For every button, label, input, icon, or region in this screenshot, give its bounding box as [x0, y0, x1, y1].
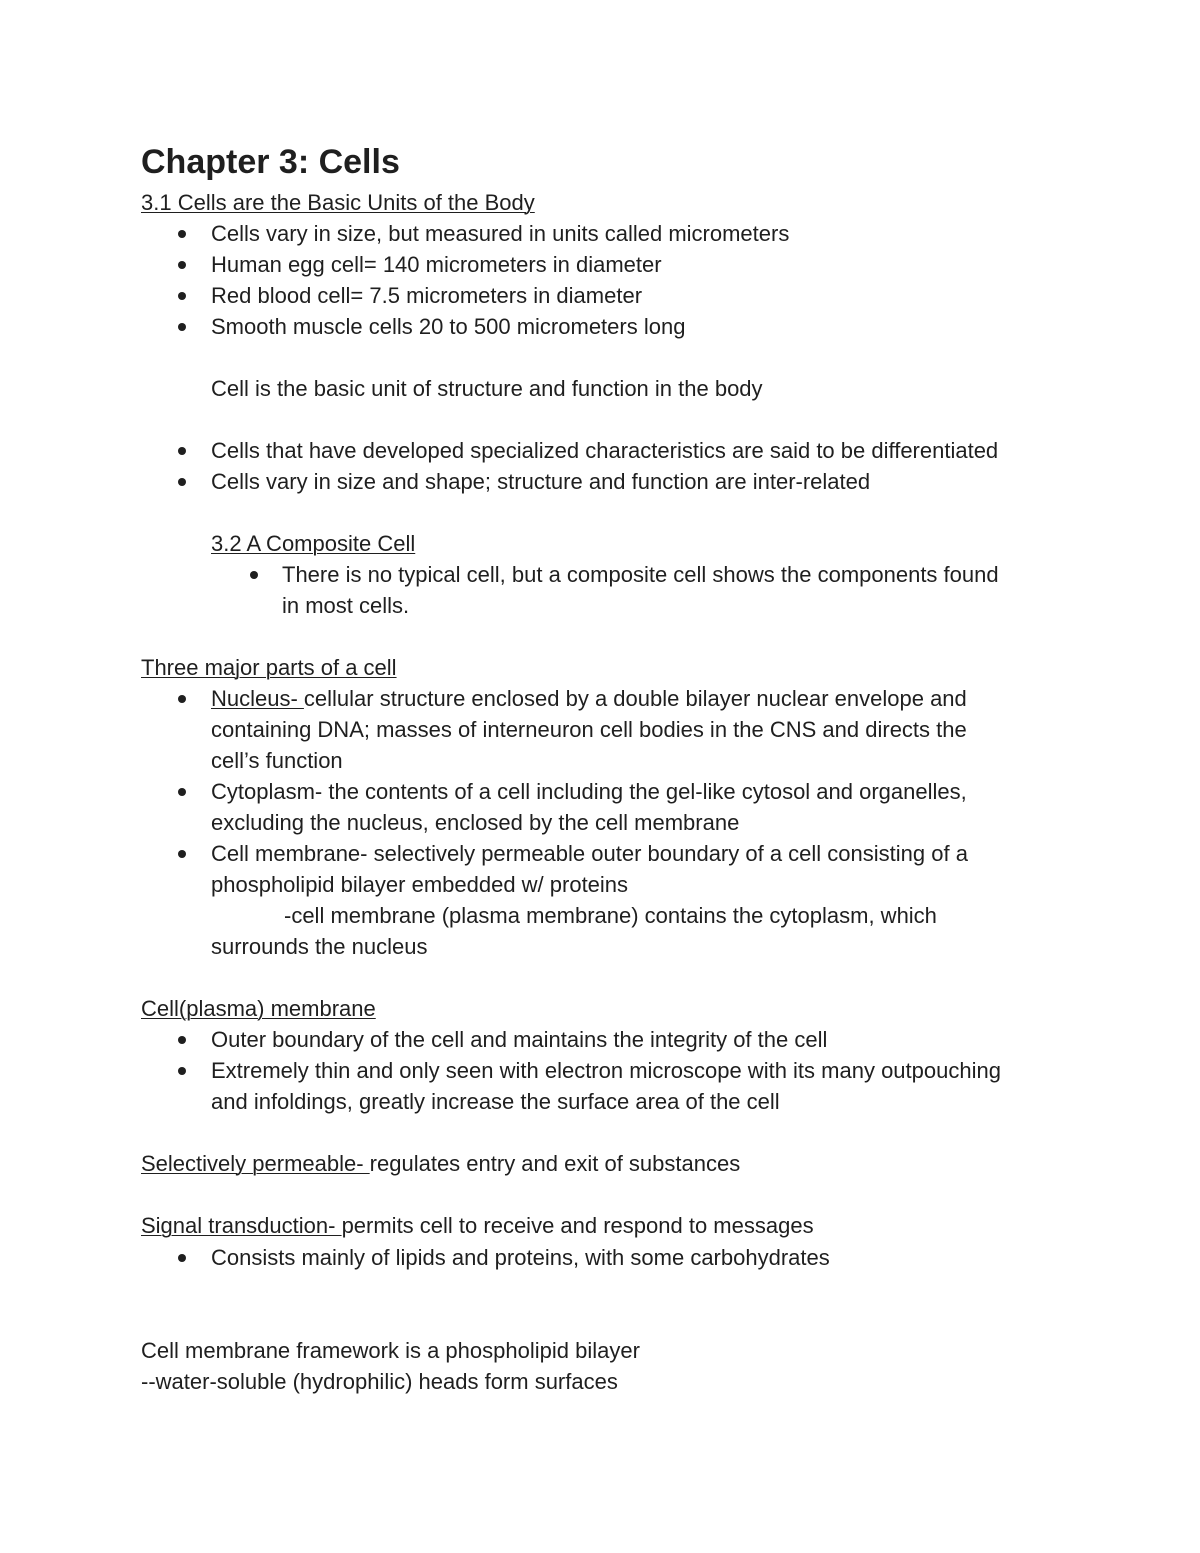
- signal-term: Signal transduction-: [141, 1213, 342, 1238]
- list-item-continuation: phospholipid bilayer embedded w/ proteins: [211, 872, 629, 897]
- bullet-marker: [178, 230, 186, 238]
- list-item: [211, 683, 967, 714]
- list-item-continuation: cell’s function: [211, 748, 343, 773]
- list-item-continuation: -cell membrane (plasma membrane) contains the cytoplasm, which: [284, 903, 937, 928]
- bullet-marker: [178, 850, 186, 858]
- section-3-1-heading: 3.1 Cells are the Basic Units of the Body: [141, 190, 535, 215]
- paragraph: Cell membrane framework is a phospholipid bilayer: [141, 1338, 640, 1363]
- list-item-continuation: surrounds the nucleus: [211, 934, 428, 959]
- bullet-marker: [178, 478, 186, 486]
- signal-definition: permits cell to receive and respond to messages: [341, 1213, 814, 1238]
- section-plasma-heading: Cell(plasma) membrane: [141, 996, 376, 1021]
- list-item: Cells vary in size, but measured in units called micrometers: [211, 221, 790, 246]
- definition-line: [141, 1210, 814, 1241]
- bullet-marker: [178, 323, 186, 331]
- list-item-continuation: containing DNA; masses of interneuron cell bodies in the CNS and directs the: [211, 717, 967, 742]
- list-item: Cells that have developed specialized characteristics are said to be differentiated: [211, 438, 999, 463]
- definition-line: [141, 1148, 740, 1179]
- list-item: Extremely thin and only seen with electron microscope with its many outpouching: [211, 1058, 1001, 1083]
- list-item: Consists mainly of lipids and proteins, with some carbohydrates: [211, 1245, 830, 1270]
- list-item-continuation: in most cells.: [282, 593, 410, 618]
- paragraph: --water-soluble (hydrophilic) heads form surfaces: [141, 1369, 618, 1394]
- list-item: Human egg cell= 140 micrometers in diameter: [211, 252, 662, 277]
- bullet-marker: [178, 447, 186, 455]
- list-item-continuation: and infoldings, greatly increase the surface area of the cell: [211, 1089, 780, 1114]
- selective-definition: regulates entry and exit of substances: [369, 1151, 741, 1176]
- list-item: Outer boundary of the cell and maintains the integrity of the cell: [211, 1027, 828, 1052]
- section-3-2-heading: 3.2 A Composite Cell: [211, 531, 416, 556]
- bullet-marker: [178, 292, 186, 300]
- list-item: Cells vary in size and shape; structure and function are inter-related: [211, 469, 871, 494]
- list-item: Red blood cell= 7.5 micrometers in diameter: [211, 283, 643, 308]
- list-item-continuation: excluding the nucleus, enclosed by the cell membrane: [211, 810, 740, 835]
- selective-term: Selectively permeable-: [141, 1151, 370, 1176]
- bullet-marker: [250, 571, 258, 579]
- list-item: There is no typical cell, but a composite cell shows the components found: [282, 562, 999, 587]
- section-parts-heading: Three major parts of a cell: [141, 655, 397, 680]
- list-item: Smooth muscle cells 20 to 500 micrometers long: [211, 314, 686, 339]
- bullet-marker: [178, 1254, 186, 1262]
- paragraph: Cell is the basic unit of structure and function in the body: [211, 376, 763, 401]
- list-item: Cytoplasm- the contents of a cell including the gel-like cytosol and organelles,: [211, 779, 967, 804]
- page-title: Chapter 3: Cells: [141, 143, 400, 181]
- list-item: Cell membrane- selectively permeable outer boundary of a cell consisting of a: [211, 841, 968, 866]
- bullet-marker: [178, 261, 186, 269]
- nucleus-definition: cellular structure enclosed by a double bilayer nuclear envelope and: [303, 686, 967, 711]
- bullet-marker: [178, 788, 186, 796]
- bullet-marker: [178, 695, 186, 703]
- bullet-marker: [178, 1036, 186, 1044]
- nucleus-term: Nucleus-: [211, 686, 304, 711]
- bullet-marker: [178, 1067, 186, 1075]
